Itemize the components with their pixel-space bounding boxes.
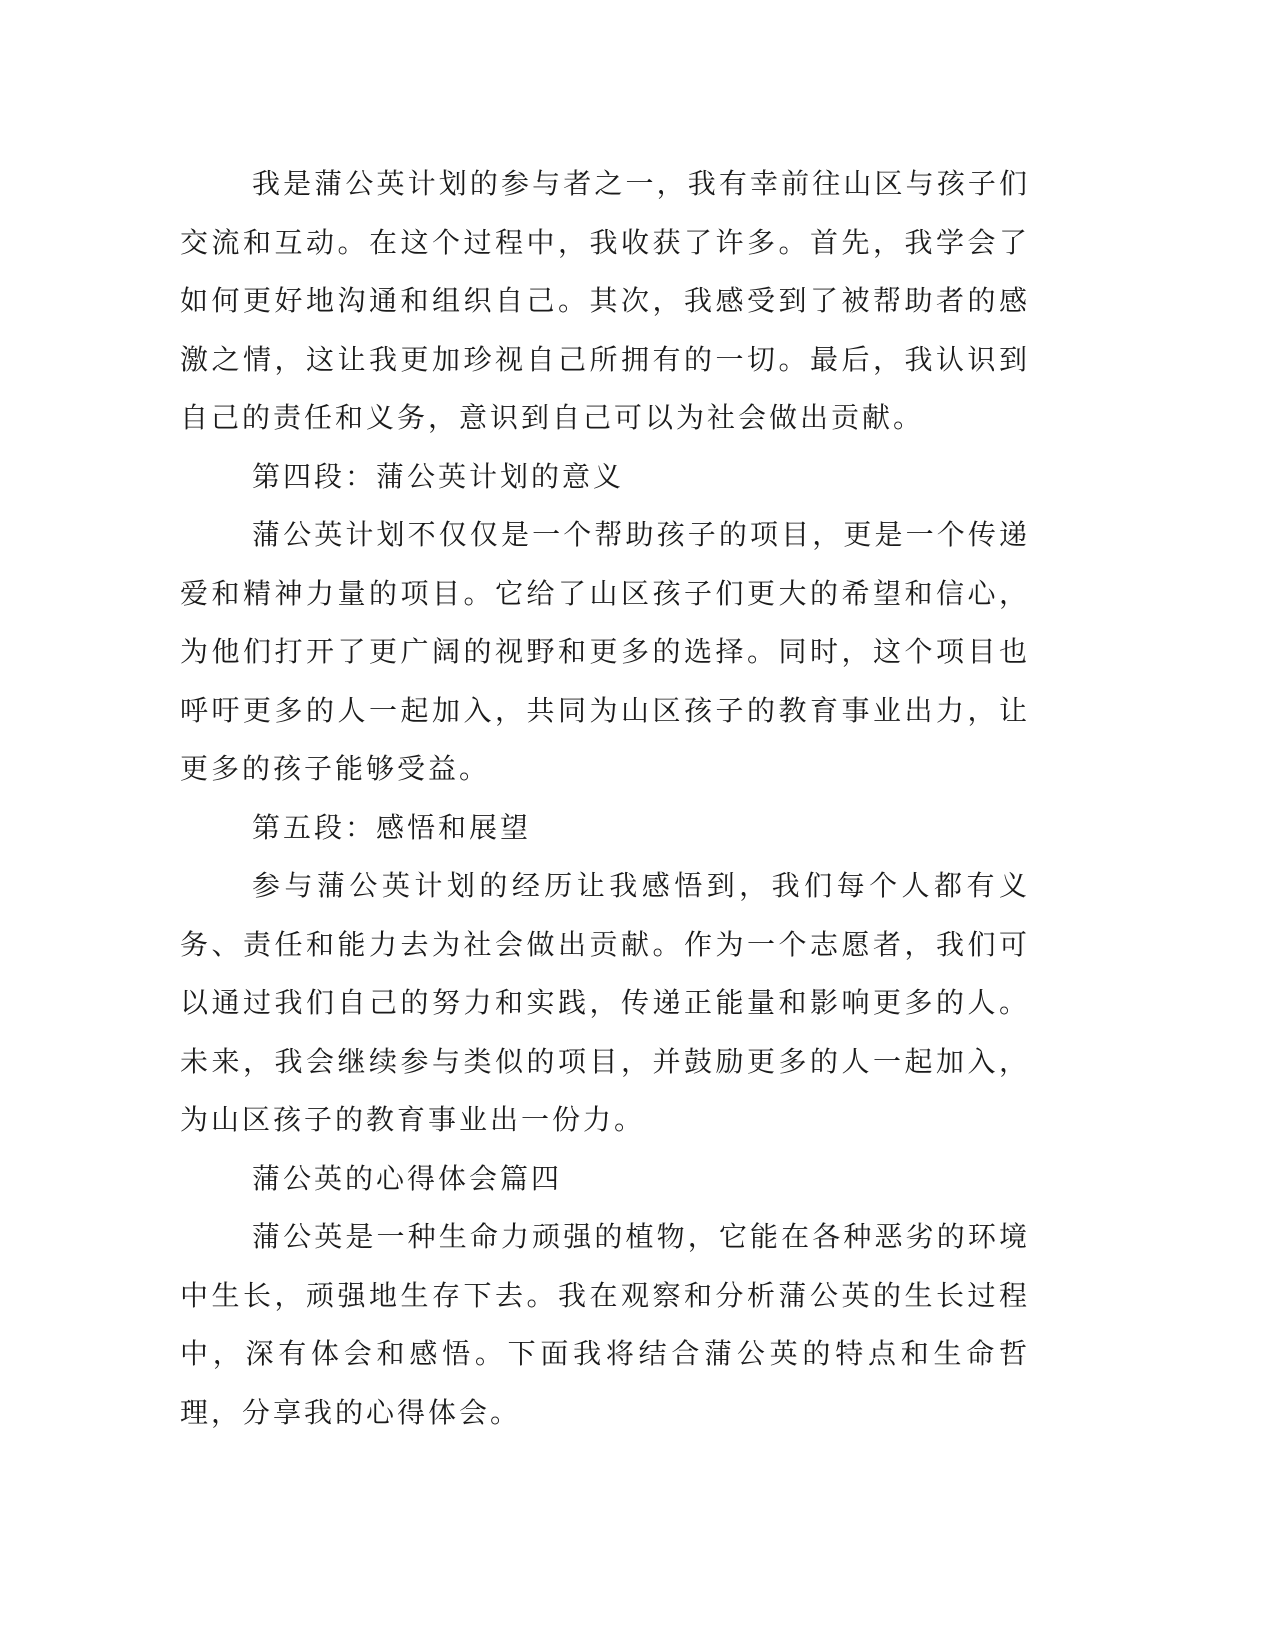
paragraph-dandelion-intro: 蒲公英是一种生命力顽强的植物，它能在各种恶劣的环境中生长，顽强地生存下去。我在观察和分析蒲公英的生长过程中，深有体会和感悟。下面我将结合蒲公英的特点和生命哲理，分享我的心得体会。: [180, 1220, 1030, 1429]
section-heading-4: 第四段：蒲公英计划的意义: [252, 459, 625, 493]
section-heading-5: 第五段：感悟和展望: [252, 810, 532, 844]
paragraph-plan-significance: 蒲公英计划不仅仅是一个帮助孩子的项目，更是一个传递爱和精神力量的项目。它给了山区孩子们更大的希望和信心，为他们打开了更广阔的视野和更多的选择。同时，这个项目也呼吁更多的人一起加入，共同为山区孩子的教育事业出力，让更多的孩子能够受益。: [180, 518, 1030, 785]
article-title-part-4: 蒲公英的心得体会篇四: [252, 1161, 563, 1195]
paragraph-volunteer-experience: 我是蒲公英计划的参与者之一，我有幸前往山区与孩子们交流和互动。在这个过程中，我收获了许多。首先，我学会了如何更好地沟通和组织自己。其次，我感受到了被帮助者的感激之情，这让我更加珍视自己所拥有的一切。最后，我认识到自己的责任和义务，意识到自己可以为社会做出贡献。: [180, 167, 1030, 434]
document-body: [180, 155, 1030, 1442]
paragraph-reflection-outlook: 参与蒲公英计划的经历让我感悟到，我们每个人都有义务、责任和能力去为社会做出贡献。作为一个志愿者，我们可以通过我们自己的努力和实践，传递正能量和影响更多的人。未来，我会继续参与类似的项目，并鼓励更多的人一起加入，为山区孩子的教育事业出一份力。: [180, 869, 1030, 1136]
